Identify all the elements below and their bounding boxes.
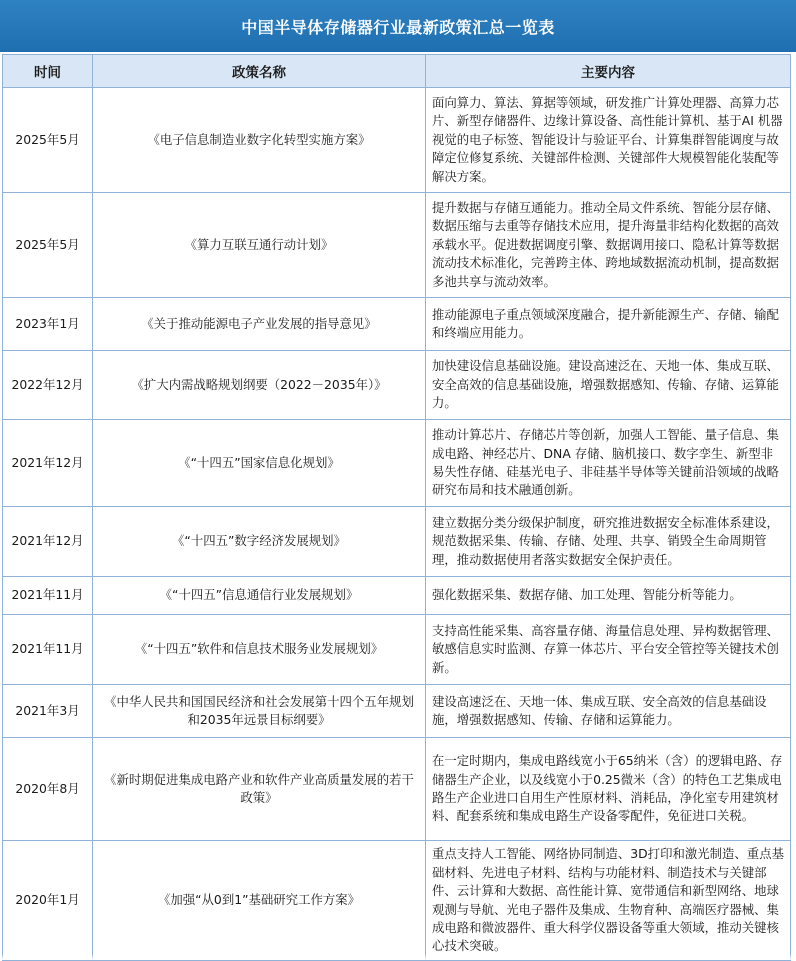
table-row	[3, 507, 791, 577]
row-policy-name: 《“十四五”国家信息化规划》	[93, 420, 426, 507]
row-content: 建设高速泛在、天地一体、集成互联、安全高效的信息基础设施，增强数据感知、传输、存储和运算能力。	[426, 685, 791, 738]
policy-table	[2, 54, 791, 961]
row-content: 推动能源电子重点领域深度融合，提升新能源生产、存储、输配和终端应用能力。	[426, 298, 791, 351]
row-time: 2021年3月	[3, 685, 93, 738]
row-content: 加快建设信息基础设施。建设高速泛在、天地一体、集成互联、安全高效的信息基础设施，增强数据感知、传输、存储、运算能力。	[426, 351, 791, 420]
table-header-row	[3, 55, 791, 88]
row-content: 强化数据采集、数据存储、加工处理、智能分析等能力。	[426, 577, 791, 615]
row-policy-name: 《算力互联互通行动计划》	[93, 193, 426, 298]
row-content: 重点支持人工智能、网络协同制造、3D打印和激光制造、重点基础材料、先进电子材料、结构与功能材料、制造技术与关键部件、云计算和大数据、高性能计算、宽带通信和新型网络、地球观测与导航、光电子器件及集成、生物育种、高端医疗器械、集成电路和微波器件、重大科学仪器设备等重大领域，推动关键核心技术突破。	[426, 841, 791, 961]
row-time: 2020年8月	[3, 738, 93, 841]
row-time: 2021年11月	[3, 577, 93, 615]
row-policy-name: 《扩大内需战略规划纲要（2022－2035年）》	[93, 351, 426, 420]
row-policy-name: 《“十四五”软件和信息技术服务业发展规划》	[93, 615, 426, 685]
row-time: 2022年12月	[3, 351, 93, 420]
row-content: 支持高性能采集、高容量存储、海量信息处理、异构数据管理、敏感信息实时监测、存算一体芯片、平台安全管控等关键技术创新。	[426, 615, 791, 685]
row-content: 推动计算芯片、存储芯片等创新，加强人工智能、量子信息、集成电路、神经芯片、DNA 存储、脑机接口、数字孪生、新型非易失性存储、硅基光电子、非硅基半导体等关键前沿领域的战略研究布局和技术融通创新。	[426, 420, 791, 507]
header-time: 时间	[3, 55, 93, 88]
row-content: 建立数据分类分级保护制度，研究推进数据安全标准体系建设，规范数据采集、传输、存储、处理、共享、销毁全生命周期管理，推动数据使用者落实数据安全保护责任。	[426, 507, 791, 577]
table-row	[3, 841, 791, 961]
row-policy-name: 《加强“从0到1”基础研究工作方案》	[93, 841, 426, 961]
table-row	[3, 88, 791, 193]
table-row	[3, 420, 791, 507]
table-row	[3, 298, 791, 351]
table-row	[3, 351, 791, 420]
table-row	[3, 738, 791, 841]
row-time: 2023年1月	[3, 298, 93, 351]
header-policy-name: 政策名称	[93, 55, 426, 88]
row-time: 2025年5月	[3, 193, 93, 298]
row-time: 2021年12月	[3, 507, 93, 577]
table-row	[3, 193, 791, 298]
row-policy-name: 《电子信息制造业数字化转型实施方案》	[93, 88, 426, 193]
row-policy-name: 《“十四五”信息通信行业发展规划》	[93, 577, 426, 615]
table-row	[3, 615, 791, 685]
row-content: 面向算力、算法、算据等领域，研发推广计算处理器、高算力芯片、新型存储器件、边缘计算设备、高性能计算机、基于AI 机器视觉的电子标签、智能设计与验证平台、计算集群智能调度与故障定位修复系统、关键部件检测、关键部件大规模智能化装配等解决方案。	[426, 88, 791, 193]
row-time: 2025年5月	[3, 88, 93, 193]
row-time: 2021年11月	[3, 615, 93, 685]
row-time: 2021年12月	[3, 420, 93, 507]
page-title: 中国半导体存储器行业最新政策汇总一览表	[0, 0, 796, 52]
row-policy-name: 《新时期促进集成电路产业和软件产业高质量发展的若干政策》	[93, 738, 426, 841]
table-row	[3, 577, 791, 615]
row-policy-name: 《中华人民共和国国民经济和社会发展第十四个五年规划和2035年远景目标纲要》	[93, 685, 426, 738]
row-content: 提升数据与存储互通能力。推动全局文件系统、智能分层存储、数据压缩与去重等存储技术应用，提升海量非结构化数据的高效承载水平。促进数据调度引擎、数据调用接口、隐私计算等数据流动技术标准化，完善跨主体、跨地域数据流动机制，提高数据多池共享与流动效率。	[426, 193, 791, 298]
row-policy-name: 《关于推动能源电子产业发展的指导意见》	[93, 298, 426, 351]
row-content: 在一定时期内，集成电路线宽小于65纳米（含）的逻辑电路、存储器生产企业，以及线宽小于0.25微米（含）的特色工艺集成电路生产企业进口自用生产性原材料、消耗品，净化室专用建筑材料、配套系统和集成电路生产设备零配件，免征进口关税。	[426, 738, 791, 841]
bottom-fade	[0, 954, 796, 960]
table-row	[3, 685, 791, 738]
row-time: 2020年1月	[3, 841, 93, 961]
header-main-content: 主要内容	[426, 55, 791, 88]
row-policy-name: 《“十四五”数字经济发展规划》	[93, 507, 426, 577]
